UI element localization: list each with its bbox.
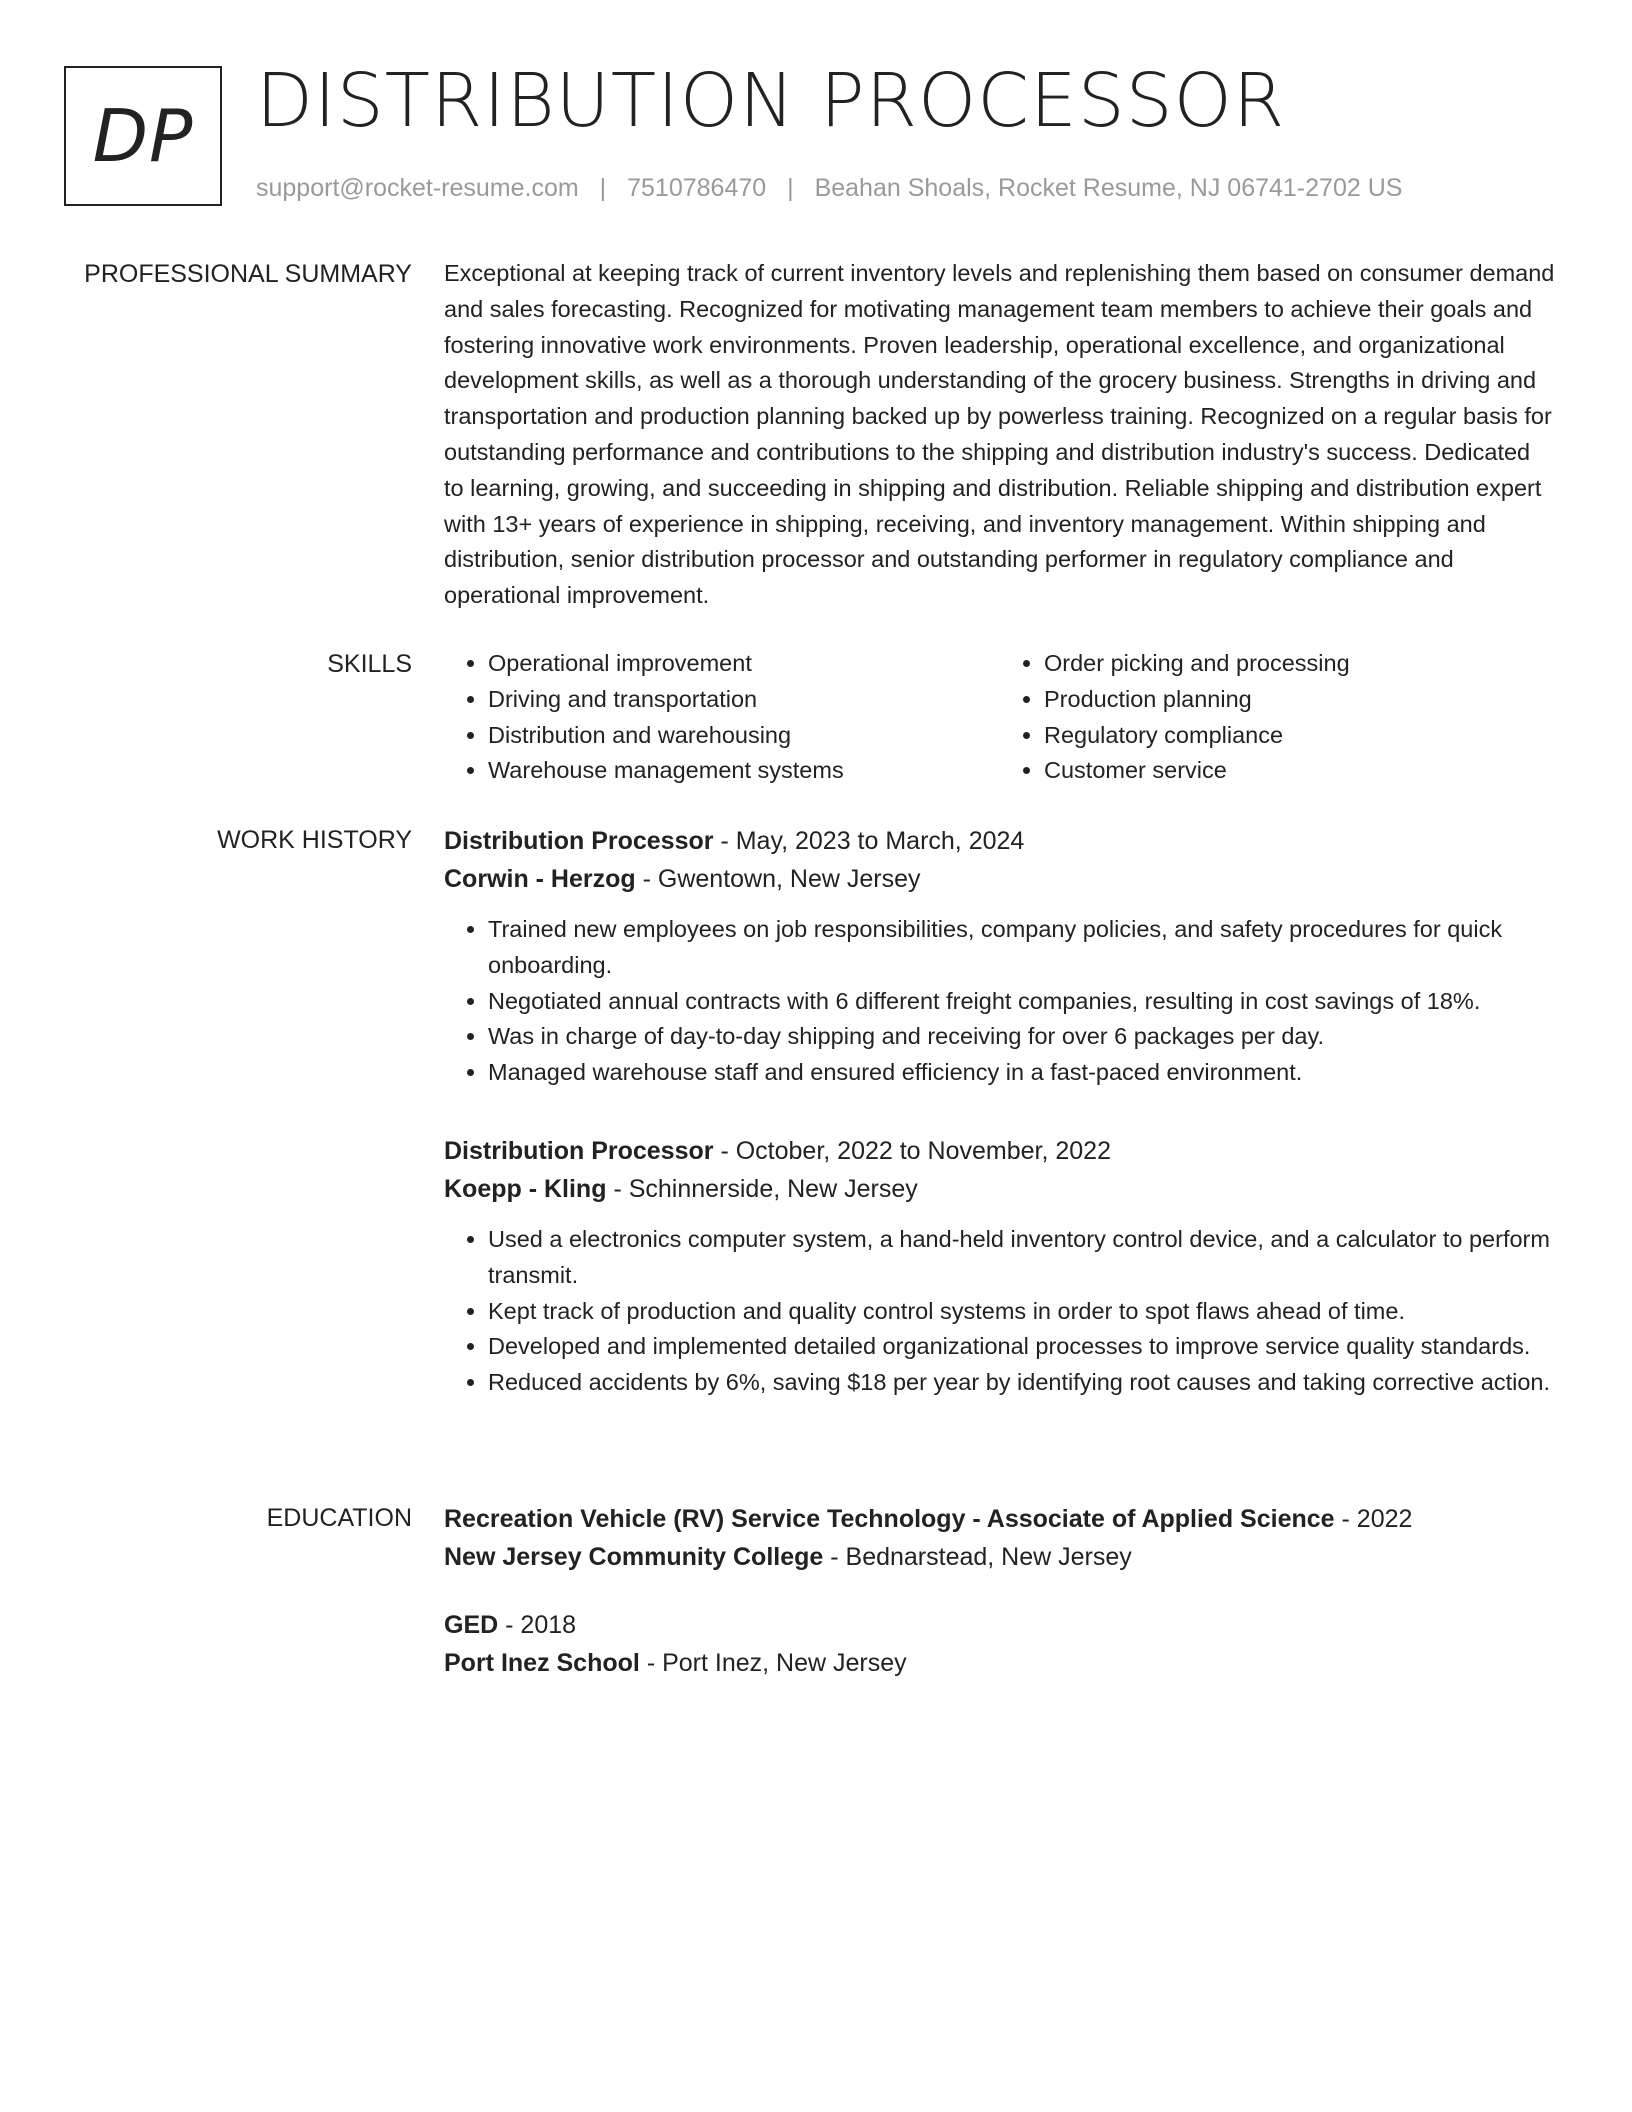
resume-name: DISTRIBUTION PROCESSOR <box>256 58 1286 144</box>
work-history-heading: WORK HISTORY <box>217 826 412 854</box>
job-company: Koepp - Kling <box>444 1174 607 1203</box>
contact-separator: | <box>787 174 794 202</box>
contact-email[interactable]: support@rocket-resume.com <box>256 174 579 202</box>
contact-phone[interactable]: 7510786470 <box>627 174 767 202</box>
job-title: Distribution Processor <box>444 827 714 855</box>
job-bullet: • Kept track of production and quality control systems in order to spot flaws ahead of time. <box>488 1294 1556 1330</box>
job-bullet: • Developed and implemented detailed organizational processes to improve service quality standards. <box>488 1329 1556 1365</box>
skill-item: • Operational improvement <box>488 646 1000 682</box>
skill-item: • Distribution and warehousing <box>488 718 1000 754</box>
monogram-initials: DP <box>92 94 194 178</box>
summary-text: Exceptional at keeping track of current inventory levels and replenishing them based on consumer demand and sales forecasting. Recognized for motivating management team members to achieve their goals and fostering innovative work environments. Proven leadership, operational excellence, and organizational development skills, as well as a thorough understanding of the grocery business. Strengths in driving and transportation and production planning backed up by powerless training. Recognized on a regular basis for outstanding performance and contributions to the shipping and distribution industry's success. Dedicated to learning, growing, and succeeding in shipping and distribution. Reliable shipping and distribution expert with 13+ years of experience in shipping, receiving, and inventory management. Within shipping and distribution, senior distribution processor and outstanding performer in regulatory compliance and operational improvement. <box>444 260 1555 609</box>
skill-item: • Warehouse management systems <box>488 753 1000 789</box>
education-degree: Recreation Vehicle (RV) Service Technology - Associate of Applied Science <box>444 1505 1335 1533</box>
job-location: - Schinnerside, New Jersey <box>613 1174 918 1203</box>
job-bullets <box>444 1222 1556 1401</box>
education-entry <box>444 1500 1556 1576</box>
job-entry <box>444 822 1556 1091</box>
job-dates: - October, 2022 to November, 2022 <box>720 1136 1111 1165</box>
education-year: - 2018 <box>505 1611 577 1639</box>
job-entry <box>444 1132 1556 1401</box>
skill-item: • Customer service <box>1044 753 1556 789</box>
job-company: Corwin - Herzog <box>444 865 636 893</box>
skill-item: • Production planning <box>1044 682 1556 718</box>
job-bullet: • Managed warehouse staff and ensured efficiency in a fast-paced environment. <box>488 1055 1556 1091</box>
skill-item: • Driving and transportation <box>488 682 1000 718</box>
skills-heading: SKILLS <box>327 650 412 678</box>
monogram-box <box>64 66 222 206</box>
skills-list-right <box>1000 646 1556 789</box>
job-bullet: • Used a electronics computer system, a hand-held inventory control device, and a calculator to perform transmit. <box>488 1222 1556 1294</box>
education-heading: EDUCATION <box>266 1504 412 1532</box>
education-degree: GED <box>444 1611 499 1639</box>
job-location: - Gwentown, New Jersey <box>642 865 921 893</box>
job-dates: - May, 2023 to March, 2024 <box>720 827 1025 855</box>
contact-line <box>256 174 1402 203</box>
education-school: Port Inez School <box>444 1649 640 1677</box>
summary-heading: PROFESSIONAL SUMMARY <box>84 260 412 288</box>
job-bullet: • Trained new employees on job responsibilities, company policies, and safety procedures for quick onboarding. <box>488 912 1556 984</box>
contact-address: Beahan Shoals, Rocket Resume, NJ 06741-2702 US <box>814 174 1403 202</box>
education-location: - Bednarstead, New Jersey <box>830 1543 1132 1571</box>
skill-item: • Order picking and processing <box>1044 646 1556 682</box>
contact-separator: | <box>599 174 607 202</box>
education-location: - Port Inez, New Jersey <box>646 1649 907 1677</box>
job-bullet: • Negotiated annual contracts with 6 different freight companies, resulting in cost savings of 18%. <box>488 984 1556 1020</box>
education-school: New Jersey Community College <box>444 1543 824 1571</box>
job-bullets <box>444 912 1556 1091</box>
job-bullet: • Reduced accidents by 6%, saving $18 per year by identifying root causes and taking corrective action. <box>488 1365 1556 1401</box>
skills-list-left <box>444 646 1000 789</box>
job-bullet: • Was in charge of day-to-day shipping and receiving for over 6 packages per day. <box>488 1019 1556 1055</box>
education-year: - 2022 <box>1341 1505 1413 1533</box>
job-title: Distribution Processor <box>444 1136 714 1165</box>
education-entry <box>444 1606 1556 1682</box>
skill-item: • Regulatory compliance <box>1044 718 1556 754</box>
